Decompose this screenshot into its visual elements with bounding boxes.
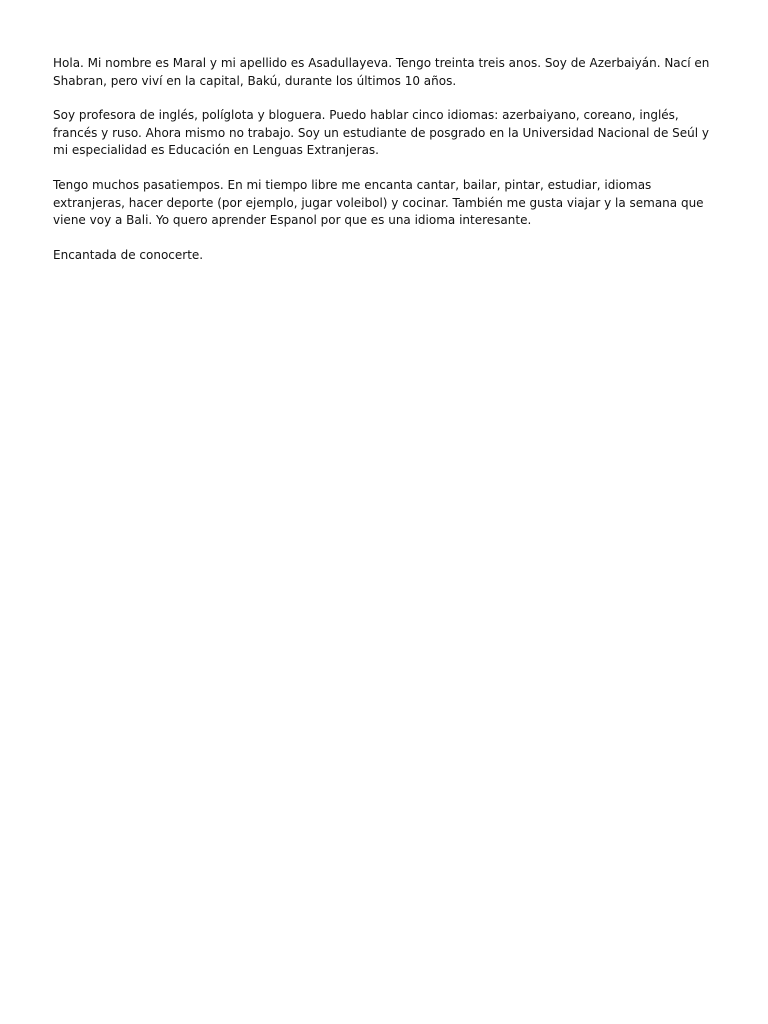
paragraph-closing: Encantada de conocerte. <box>53 247 204 262</box>
paragraph-introduction: Hola. Mi nombre es Maral y mi apellido es Asadullayeva. Tengo treinta treis anos. Soy de Azerbaiyán. Nací en Shabran, pero viví en la capital, Bakú, durante los últimos 10 años. <box>53 56 710 88</box>
document-body <box>53 55 721 281</box>
paragraph-profession: Soy profesora de inglés, políglota y bloguera. Puedo hablar cinco idiomas: azerbaiyano, coreano, inglés, francés y ruso. Ahora mismo no trabajo. Soy un estudiante de posgrado en la Universidad Nacional de Seúl y mi especialidad es Educación en Lenguas Extranjeras. <box>53 108 710 158</box>
paragraph-hobbies: Tengo muchos pasatiempos. En mi tiempo libre me encanta cantar, bailar, pintar, estudiar, idiomas extranjeras, hacer deporte (por ejemplo, jugar voleibol) y cocinar. También me gusta viajar y la semana que viene voy a Bali. Yo quero aprender Espanol por que es una idioma interesante. <box>53 177 704 228</box>
